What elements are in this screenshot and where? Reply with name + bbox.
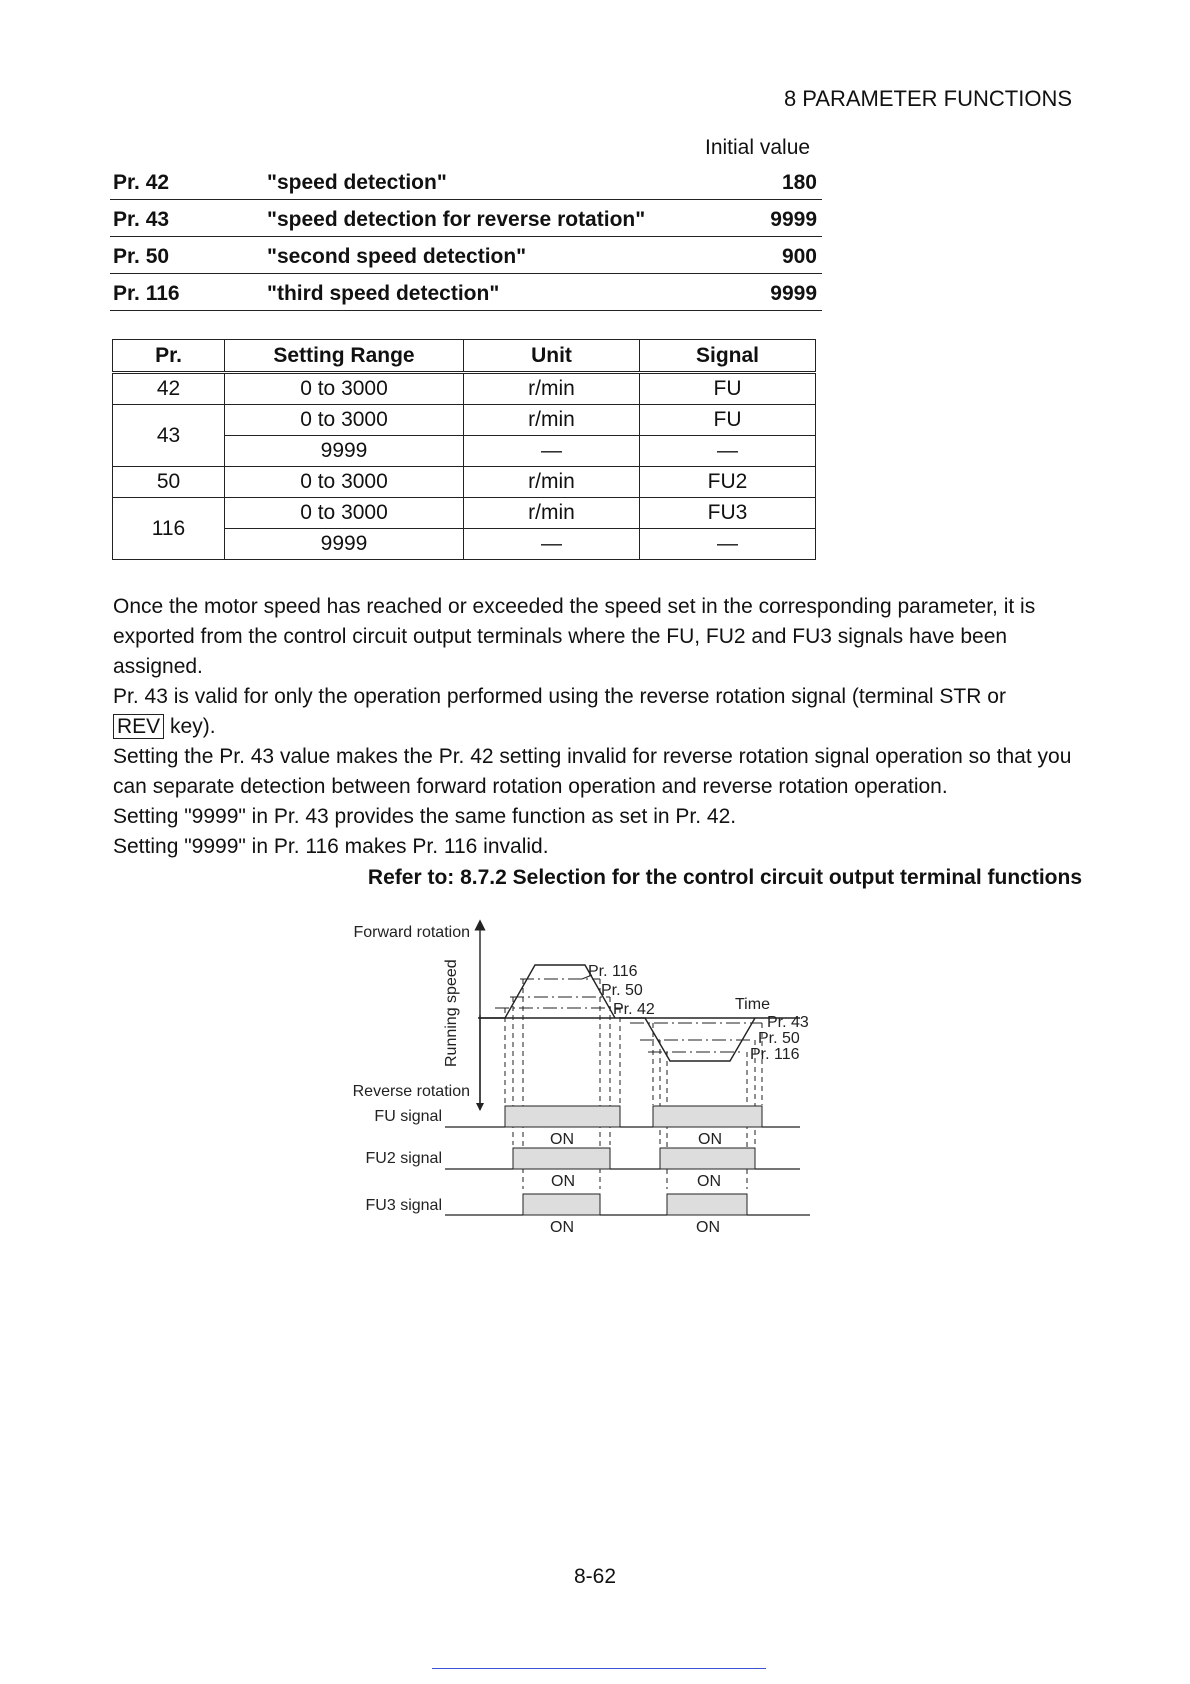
- col-header-pr: Pr.: [113, 340, 225, 373]
- cell-range: 0 to 3000: [225, 467, 464, 498]
- cell-range: 0 to 3000: [225, 498, 464, 529]
- on-label: ON: [550, 1219, 574, 1236]
- section-title: 8 PARAMETER FUNCTIONS: [783, 86, 1072, 111]
- time-label: Time: [735, 996, 770, 1013]
- cell-unit: —: [464, 529, 640, 560]
- fu2-signal-label: FU2 signal: [365, 1150, 442, 1167]
- on-label: ON: [698, 1131, 722, 1148]
- cell-unit: r/min: [464, 498, 640, 529]
- axis-arrow-down: [476, 1103, 484, 1111]
- paragraph: [113, 682, 1093, 742]
- page-number: 8-62: [573, 1565, 617, 1588]
- rev-level-label-43: Pr. 43: [767, 1014, 809, 1031]
- on-label: ON: [696, 1219, 720, 1236]
- param-name: "speed detection": [267, 171, 447, 194]
- param-row-50: [110, 237, 822, 274]
- param-number: Pr. 43: [113, 208, 170, 231]
- param-row-43: [110, 200, 822, 237]
- param-name: "second speed detection": [267, 245, 527, 268]
- param-number: Pr. 116: [113, 282, 180, 305]
- param-row-42: [110, 163, 822, 200]
- rev-level-label-50: Pr. 50: [758, 1030, 800, 1047]
- fwd-level-label-42: Pr. 42: [613, 1001, 655, 1018]
- fu3-on-pulse-2: [667, 1194, 747, 1215]
- table-row: [113, 373, 816, 405]
- text-span: Pr. 43 is valid for only the operation performed using the reverse rotation signal (terminal STR or: [113, 685, 1006, 708]
- fu2-on-pulse-1: [513, 1148, 610, 1169]
- cell-signal: —: [640, 436, 816, 467]
- text-span: key).: [164, 715, 216, 738]
- cell-signal: FU3: [640, 498, 816, 529]
- cell-unit: r/min: [464, 405, 640, 436]
- fu-signal-label: FU signal: [374, 1108, 442, 1125]
- on-label: ON: [551, 1173, 575, 1190]
- running-speed-label: Running speed: [443, 959, 460, 1067]
- param-name: "speed detection for reverse rotation": [267, 208, 646, 231]
- fu3-on-pulse-1: [523, 1194, 600, 1215]
- cell-pr: 42: [113, 373, 225, 405]
- cell-range: 9999: [225, 436, 464, 467]
- initial-value-label: Initial value: [705, 136, 811, 159]
- rev-level-label-116: Pr. 116: [750, 1046, 800, 1063]
- cell-unit: —: [464, 436, 640, 467]
- table-row: [113, 405, 816, 436]
- cell-signal: —: [640, 529, 816, 560]
- table-row: [113, 498, 816, 529]
- fu2-on-pulse-2: [660, 1148, 755, 1169]
- paragraph: Setting "9999" in Pr. 116 makes Pr. 116 invalid.: [113, 835, 549, 858]
- param-initial-value: 180: [781, 171, 817, 194]
- col-header-setting-range: Setting Range: [225, 340, 464, 373]
- cell-unit: r/min: [464, 467, 640, 498]
- table-header-row: [113, 340, 816, 373]
- col-header-unit: Unit: [464, 340, 640, 373]
- param-row-116: [110, 274, 822, 311]
- param-number: Pr. 42: [113, 171, 170, 194]
- body-text: [113, 592, 1093, 862]
- cell-range: 0 to 3000: [225, 373, 464, 405]
- rev-key-label: REV: [113, 714, 164, 739]
- on-label: ON: [697, 1173, 721, 1190]
- cell-unit: r/min: [464, 373, 640, 405]
- paragraph: Setting "9999" in Pr. 43 provides the same function as set in Pr. 42.: [113, 805, 737, 828]
- timing-diagram: [330, 915, 850, 1245]
- fwd-level-label-116: Pr. 116: [588, 963, 638, 980]
- cell-range: 9999: [225, 529, 464, 560]
- table-row: [113, 467, 816, 498]
- paragraph: Once the motor speed has reached or exceeded the speed set in the corresponding parameter, it is exported from the control circuit output terminals where the FU, FU2 and FU3 signals have been assigned.: [113, 595, 1036, 678]
- col-header-signal: Signal: [640, 340, 816, 373]
- param-name: "third speed detection": [267, 282, 500, 305]
- forward-rotation-label: Forward rotation: [353, 924, 470, 941]
- fu3-signal-label: FU3 signal: [365, 1197, 442, 1214]
- cell-pr: 43: [113, 405, 225, 467]
- cell-pr: 116: [113, 498, 225, 560]
- param-initial-value: 9999: [770, 208, 817, 231]
- setting-range-table: [112, 339, 816, 560]
- cell-signal: FU: [640, 405, 816, 436]
- cell-pr: 50: [113, 467, 225, 498]
- param-initial-value: 9999: [770, 282, 817, 305]
- fu-on-pulse-1: [505, 1106, 620, 1127]
- cell-signal: FU2: [640, 467, 816, 498]
- param-number: Pr. 50: [113, 245, 170, 268]
- fu-on-pulse-2: [653, 1106, 762, 1127]
- param-initial-value: 900: [781, 245, 817, 268]
- refer-to-link: Refer to: 8.7.2 Selection for the control circuit output terminal functions: [367, 866, 1082, 889]
- paragraph: Setting the Pr. 43 value makes the Pr. 42 setting invalid for reverse rotation signal operation so that you can separate detection between forward rotation operation and reverse rotation operation.: [113, 745, 1072, 798]
- cell-range: 0 to 3000: [225, 405, 464, 436]
- on-label: ON: [550, 1131, 574, 1148]
- reverse-rotation-label: Reverse rotation: [352, 1083, 470, 1100]
- footer-link-line[interactable]: [432, 1668, 766, 1669]
- cell-signal: FU: [640, 373, 816, 405]
- fwd-level-label-50: Pr. 50: [601, 982, 643, 999]
